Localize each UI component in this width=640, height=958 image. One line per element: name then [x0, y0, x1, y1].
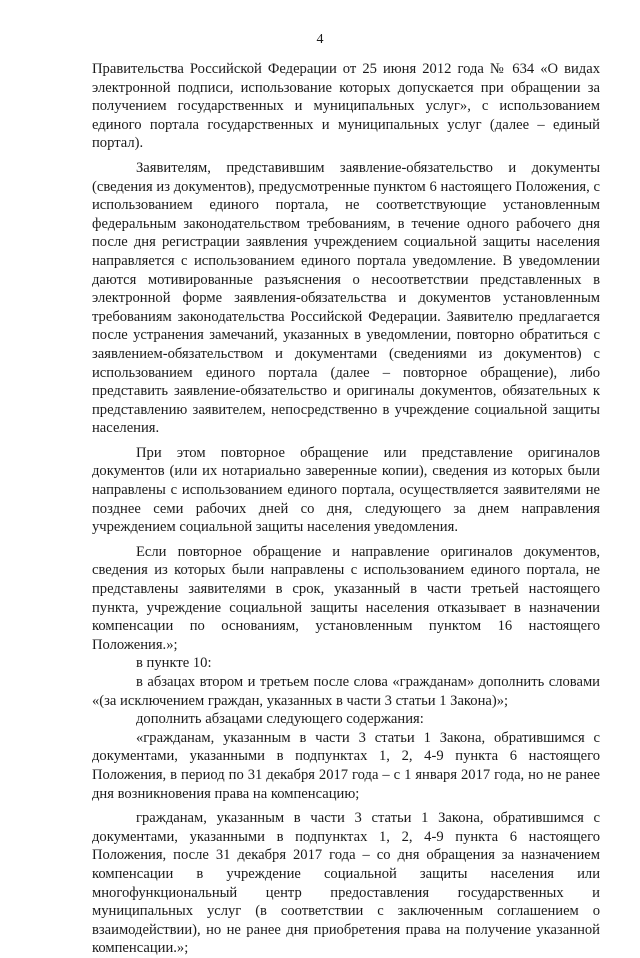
paragraph-applicants-notice: Заявителям, представившим заявление-обязательство и документы (сведения из документов), предусмотренные пунктом 6 настоящего Положения, с использованием единого портала, не соответствующие установленным федеральным законодательством требованиям, в течение одного рабочего дня после дня регистрации заявления учреждением социальной защиты населения направляется с использованием единого портала уведомление. В уведомлении даются мотивированные разъяснения о несоответствии представленных в электронной форме заявления-обязательства и документов установленным требованиям законодательства Российской Федерации. Заявителю предлагается после устранения замечаний, указанных в уведомлении, повторно обратиться с заявлением-обязательством и документами (сведениями из документов) с использованием единого портала (далее – повторное обращение), либо представить заявление-обязательство и оригиналы документов, обязательных к представлению заявителем, непосредственно в учреждение социальной защиты населения. — [92, 159, 600, 437]
paragraph-new-2: гражданам, указанным в части 3 статьи 1 Закона, обратившимся с документами, указанными в подпунктах 1, 2, 4-9 пункта 6 настоящего Положения, после 31 декабря 2017 года – со дня обращения за назначением компенсации в учреждение социальной защиты населения или многофункциональный центр предоставления государственных и муниципальных услуг (в соответствии с заключенным соглашением о взаимодействии), но не ранее дня приобретения права на получение указанной компенсации.»; — [92, 810, 600, 957]
document-body — [92, 60, 600, 958]
paragraph-new-1: «гражданам, указанным в части 3 статьи 1 Закона, обратившимся с документами, указанными в подпунктах 1, 2, 4-9 пункта 6 настоящего Положения, в период по 31 декабря 2017 года – с 1 января 2017 года, но не ранее дня возникновения права на компенсацию; — [92, 729, 600, 802]
paragraph-repeat-request: При этом повторное обращение или представление оригиналов документов (или их нотариально заверенные копии), сведения из которых были направлены с использованием единого портала, осуществляется заявителями не позднее семи рабочих дней со дня, следующего за днем направления учреждением социальной защиты населения уведомления. — [92, 444, 600, 536]
paragraph-point-10: в пункте 10: — [136, 655, 212, 672]
paragraph-continuation: Правительства Российской Федерации от 25 июня 2012 года № 634 «О видах электронной подписи, использование которых допускается при обращении за получением государственных и муниципальных услуг», с использованием единого портала государственных и муниципальных услуг (далее – единый портал). — [92, 61, 600, 152]
paragraph-add-paragraphs: дополнить абзацами следующего содержания: — [136, 711, 424, 728]
paragraph-amend-paragraphs: в абзацах втором и третьем после слова «гражданам» дополнить словами «(за исключением граждан, указанных в части 3 статьи 1 Закона)»; — [92, 674, 600, 709]
paragraph-refusal: Если повторное обращение и направление оригиналов документов, сведения из которых были направлены с использованием единого портала, не представлены заявителями в срок, указанный в части третьей настоящего пункта, учреждение социальной защиты населения отказывает в назначении компенсации по основаниям, установленным пунктом 16 настоящего Положения.»; — [92, 543, 600, 653]
page-number: 4 — [316, 32, 324, 47]
